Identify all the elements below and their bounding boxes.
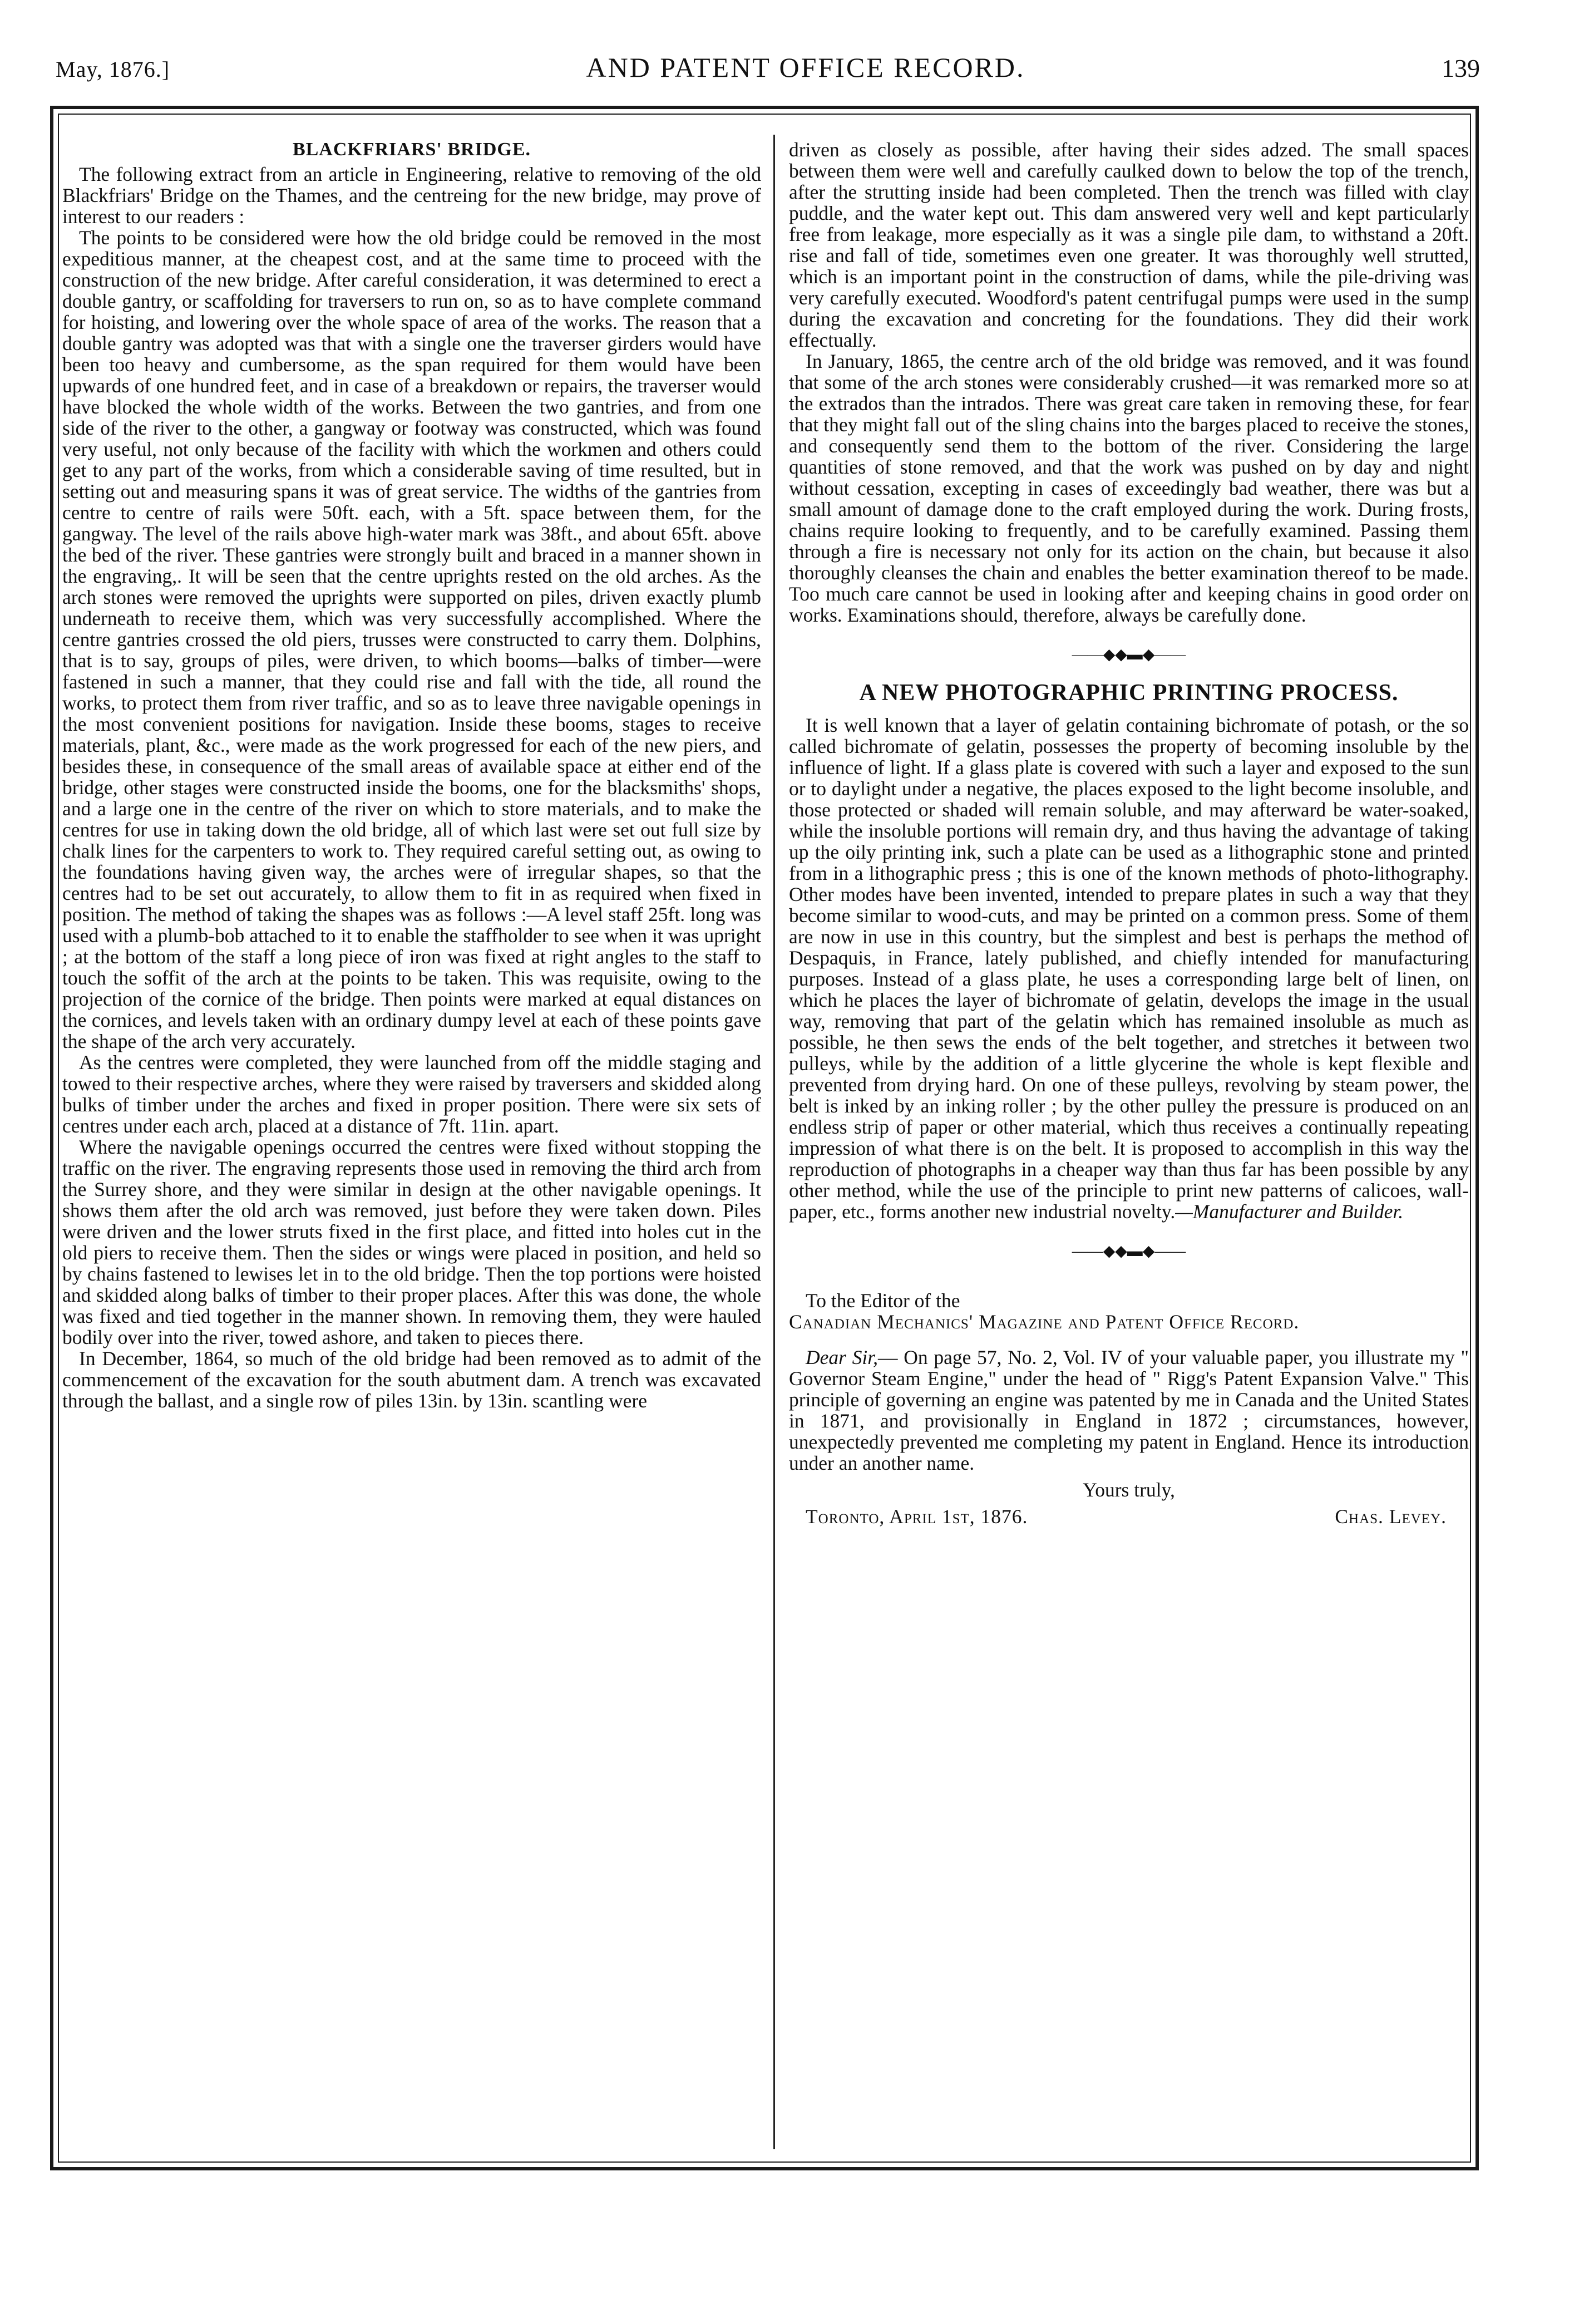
paragraph: Where the navigable openings occurred the centres were fixed without stopping the traffic on the river. The engraving represents those used in removing the third arch from the Surrey shore, and they were similar in design at the other navigable openings. It shows them after the old arch was removed, just before they were taken down. Piles were driven and the lower struts fixed in the first place, and fitted into holes cut in the old piers to receive them. Then the sides or wings were placed in position, and held so by chains fastened to lewises let in to the old bridge. Then the top portions were hoisted and skidded along balks of timber to their proper places. After this was done, the whole was fixed and tied together in the manner shown. In removing them, they were hauled bodily over into the river, towed ashore, and taken to pieces there. bbox=[62, 1136, 761, 1348]
letter-signature: Chas. Levey. bbox=[1335, 1505, 1447, 1528]
paragraph: driven as closely as possible, after having their sides adzed. The small spaces between them were well and carefully caulked down to below the top of the trench, after the strutting inside had been completed. Then the trench was filled with clay puddle, and the water kept out. This dam answered very well and kept particularly free from leakage, more especially as it was a single pile dam, to withstand a 20ft. rise and fall of tide, sometimes even one greater. It was thoroughly well strutted, which is an important point in the construction of dams, while the pile-driving was very carefully executed. Woodford's patent centrifugal pumps were used in the sump during the excavation and concreting for the foundations. They did their work effectually. bbox=[789, 139, 1469, 351]
letter-closing: Yours truly, bbox=[1083, 1479, 1175, 1501]
article-text: It is well known that a layer of gelatin containing bichromate of potash, or the so called bichromate of gelatin, possesses the property of becoming insoluble by the influence of light. If a glass plate is covered with such a layer and exposed to the sun or to daylight under a negative, the places exposed to the light become insoluble, and those protected or shaded will remain soluble, and may afterward be water-soaked, while the insoluble portions will remain dry, and thus having the advantage of taking up the oily printing ink, such a plate can be used as a lithographic stone and printed from in a lithographic press ; this is one of the known methods of photo-lithography. Other modes have been invented, intended to prepare plates in such a way that they become similar to wood-cuts, and may be printed on a common press. Some of them are now in use in this country, but the simplest and best is perhaps the method of Despaquis, in France, lately published, and chiefly intended for manufacturing purposes. Instead of a glass plate, he uses a corresponding large belt of linen, on which he places the layer of bichromate of gelatin, develops the image in the usual way, removing that part of the gelatin which has remained insoluble as much as possible, he then sews the ends of the belt together, and stretches it between two pulleys, while by the addition of a little glycerine the whole is kept flexible and prevented from drying hard. On one of these pulleys, revolving by steam power, the belt is inked by an inking roller ; by the other pulley the pressure is produced on an endless strip of paper or other material, which thus receives a continually repeating impression of what there is on the belt. It is proposed to accomplish in this way the reproduction of photographs in a cheaper way than thus far has been possible by any other method, while the use of the principle to print new patterns of calicoes, wall-paper, etc., forms another new industrial novelty. bbox=[789, 714, 1469, 1223]
paragraph: In January, 1865, the centre arch of the old bridge was removed, and it was found that some of the arch stones were considerably crushed—it was remarked more so at the extrados than the intrados. There was great care taken in removing these, for fear that they might fall out of the sling chains into the barges placed to receive the stones, and consequently send them to the bottom of the river. Considering the large quantities of stone removed, and that the work was pushed on by day and night without cessation, excepting in cases of exceedingly bad weather, there was but a small amount of damage done to the craft employed during the work. During frosts, chains require looking to frequently, and to be carefully examined. Passing them through a fire is necessary not only for its action on the chain, but because it also thoroughly cleanses the chain and enables the better examination thereof to be made. Too much care cannot be used in looking after and keeping chains in good order on works. Examinations should, therefore, always be carefully done. bbox=[789, 350, 1469, 626]
article-source: —Manufacturer and Builder. bbox=[1175, 1200, 1404, 1223]
letter-text: — On page 57, No. 2, Vol. IV of your valuable paper, you illustrate my " Governor Steam Engine," under the head of " Rigg's Patent Expansion Valve." This principle of governing an engine was patented by me in Canada and the United States in 1871, and provisionally in England in 1872 ; circumstances, however, unexpectedly prevented me completing my patent in England. Hence its introduction under an another name. bbox=[789, 1346, 1469, 1474]
letter-salutation: Dear Sir, bbox=[806, 1346, 879, 1368]
paragraph: The following extract from an article in Engineering, relative to removing of the old Blackfriars' Bridge on the Thames, and the centreing for the new bridge, may prove of interest to our readers : bbox=[62, 163, 761, 228]
paragraph: In December, 1864, so much of the old bridge had been removed as to admit of the commencement of the excavation for the south abutment dam. A trench was excavated through the ballast, and a single row of piles 13in. by 13in. scantling were bbox=[62, 1347, 761, 1412]
letter-addressee: Canadian Mechanics' Magazine and Patent Office Record. bbox=[789, 1311, 1300, 1333]
letter-place-date: Toronto, April 1st, 1876. bbox=[806, 1505, 1028, 1528]
running-header bbox=[56, 51, 1480, 98]
article-title-blackfriars: BLACKFRIARS' BRIDGE. bbox=[292, 139, 531, 160]
paragraph: The points to be considered were how the old bridge could be removed in the most expeditious manner, at the cheapest cost, and at the same time to proceed with the construction of the new bridge. After careful consideration, it was determined to erect a double gantry, or scaffolding for traversers to run on, so as to have complete command for hoisting, and lowering over the whole space of area of the works. The reason that a double gantry was adopted was that with a single one the traverser girders would have been too heavy and cumbersome, as the span required for them would have been upwards of one hundred feet, and in case of a breakdown or repairs, the traverser would have blocked the whole width of the works. Between the two gantries, and from one side of the river to the other, a gangway or footway was constructed, which was found very useful, not only because of the facility with which the workmen and others could get to any part of the works, from which a considerable saving of time resulted, but in setting out and measuring spans it was of great service. The widths of the gantries from centre to centre of rails were 50ft. each, with a 5ft. space between them, for the gangway. The level of the rails above high-water mark was 38ft., and about 65ft. above the bed of the river. These gantries were strongly built and braced in a manner shown in the engraving,. It will be seen that the centre uprights rested on the old arches. As the arch stones were removed the uprights were supported on piles, driven exactly plumb underneath to receive them, which was very successfully accomplished. Where the centre gantries crossed the old piers, trusses were constructed to carry them. Dolphins, that is to say, groups of piles, were driven, to which booms—balks of timber—were fastened in such a manner, that they could rise and fall with the tide, all round the works, to protect them from river traffic, and so as to leave three navigable openings in the most convenient positions for navigation. Inside these booms, stages to receive materials, plant, &c., were made as the work progressed for each of the new piers, and besides these, in consequence of the small areas of available space at either end of the bridge, other stages were constructed inside the booms, one for the blacksmiths' shops, and a large one in the centre of the river on which to store materials, and to make the centres for use in taking down the old bridge, all of which last were set out full size by chalk lines for the carpenters to work to. They required careful setting out, as owing to the foundations having given way, the arches were of irregular shapes, so that the centres had to be set out accurately, to allow them to fit in as required when fixed in position. The method of taking the shapes was as follows :—A level staff 25ft. long was used with a plumb-bob attached to it to enable the staffholder to see when it was upright ; at the bottom of the staff a long piece of iron was fixed at right angles to the staff to touch the soffit of the arch at the points to be taken. This was requisite, owing to the projection of the cornice of the bridge. Then points were marked at equal distances on the cornices, and levels taken with an ordinary dumpy level at each of these points gave the shape of the arch very accurately. bbox=[62, 227, 761, 1052]
header-journal-title: AND PATENT OFFICE RECORD. bbox=[586, 52, 1025, 83]
left-column bbox=[62, 139, 761, 2154]
header-date: May, 1876.] bbox=[56, 57, 170, 82]
column-divider bbox=[773, 135, 775, 2149]
page-number: 139 bbox=[1442, 54, 1480, 82]
letter-signoff bbox=[789, 1506, 1469, 1527]
right-column bbox=[789, 139, 1469, 2154]
section-ornament: ——◆◆▬◆—— bbox=[1072, 1243, 1186, 1260]
letter-to-line: To the Editor of the bbox=[806, 1289, 960, 1312]
section-ornament: ——◆◆▬◆—— bbox=[1072, 646, 1186, 663]
letter-body bbox=[789, 1347, 1469, 1474]
article-title-photographic: A NEW PHOTOGRAPHIC PRINTING PROCESS. bbox=[859, 680, 1399, 706]
article-body bbox=[789, 715, 1469, 1222]
paragraph: As the centres were completed, they were launched from off the middle staging and towed to their respective arches, where they were raised by traversers and skidded along bulks of timber under the arches and fixed in proper position. There were six sets of centres under each arch, placed at a distance of 7ft. 11in. apart. bbox=[62, 1051, 761, 1137]
